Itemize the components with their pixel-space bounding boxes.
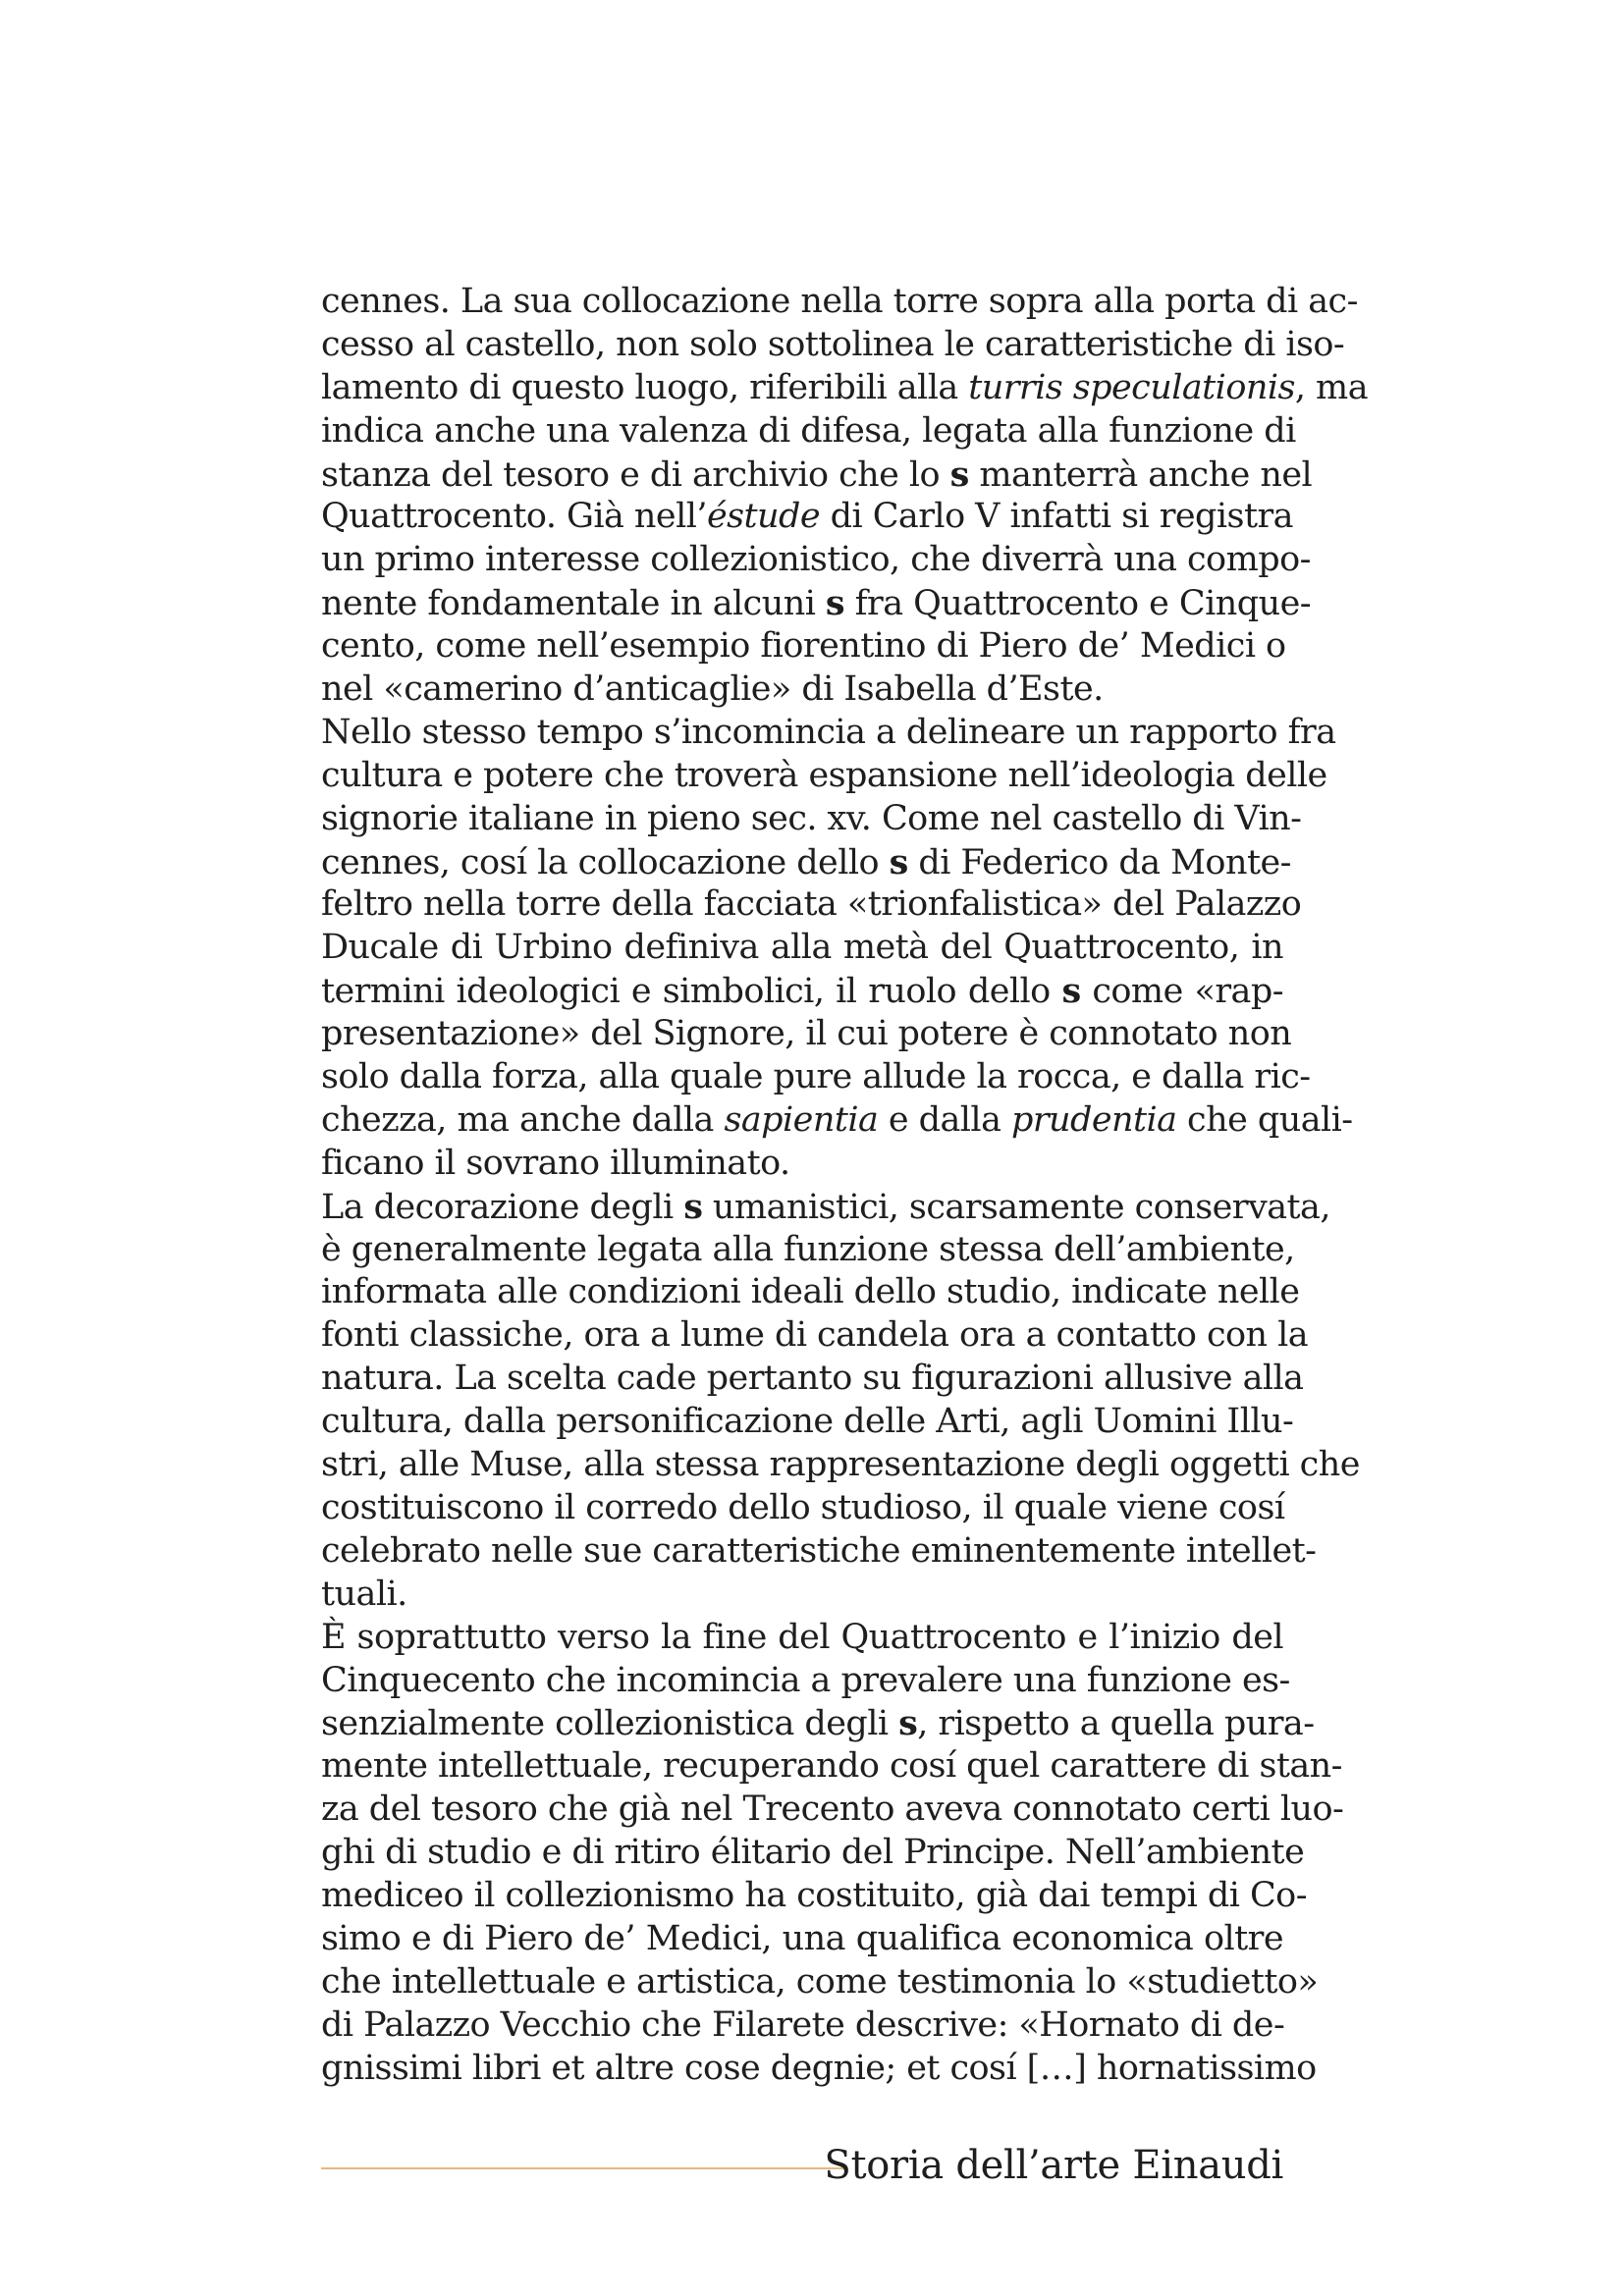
text-line: Nello stesso tempo s’incomincia a delineare un rapporto fra: [321, 712, 1336, 752]
text-line: termini ideologici e simbolici, il ruolo dello s come «rap-: [321, 971, 1283, 1012]
text-line: ghi di studio e di ritiro élitario del Principe. Nell’ambiente: [321, 1833, 1305, 1873]
text-line: costituiscono il corredo dello studioso, il quale viene cosí: [321, 1487, 1285, 1527]
text-line: cento, come nell’esempio fiorentino di Piero de’ Medici o: [321, 626, 1286, 667]
text-line: La decorazione degli s umanistici, scarsamente conservata,: [321, 1186, 1330, 1227]
text-line: cesso al castello, non solo sottolinea le caratteristiche di iso-: [321, 324, 1345, 364]
text-line: informata alle condizioni ideali dello studio, indicate nelle: [321, 1272, 1300, 1312]
text-line: gnissimi libri et altre cose degnie; et cosí […] hornatissimo: [321, 2048, 1317, 2088]
text-line: ficano il sovrano illuminato.: [321, 1143, 790, 1183]
footer-title: Storia dell’arte Einaudi: [824, 2143, 1283, 2188]
text-line: fonti classiche, ora a lume di candela ora a contatto con la: [321, 1315, 1309, 1356]
text-line: Ducale di Urbino definiva alla metà del Quattrocento, in: [321, 928, 1283, 968]
text-line: cennes, cosí la collocazione dello s di Federico da Monte-: [321, 841, 1291, 882]
text-line: Cinquecento che incomincia a prevalere una funzione es-: [321, 1660, 1290, 1700]
text-line: Quattrocento. Già nell’éstude di Carlo V infatti si registra: [321, 497, 1293, 537]
text-line: che intellettuale e artistica, come testimonia lo «studietto»: [321, 1961, 1319, 2002]
text-line: un primo interesse collezionistico, che diverrà una compo-: [321, 540, 1311, 580]
text-line: feltro nella torre della facciata «trionfalistica» del Palazzo: [321, 884, 1302, 925]
text-line: stanza del tesoro e di archivio che lo s manterrà anche nel: [321, 454, 1313, 495]
text-line: cultura, dalla personificazione delle Arti, agli Uomini Illu-: [321, 1402, 1294, 1442]
text-line: indica anche una valenza di difesa, legata alla funzione di: [321, 410, 1296, 451]
text-line: natura. La scelta cade pertanto su figurazioni allusive alla: [321, 1359, 1304, 1399]
text-line: senzialmente collezionistica degli s, rispetto a quella pura-: [321, 1703, 1315, 1744]
text-line: za del tesoro che già nel Trecento aveva connotato certi luo-: [321, 1789, 1344, 1830]
text-line: nente fondamentale in alcuni s fra Quattrocento e Cinque-: [321, 583, 1312, 624]
text-line: solo dalla forza, alla quale pure allude la rocca, e dalla ric-: [321, 1057, 1311, 1097]
text-line: di Palazzo Vecchio che Filarete descrive: «Hornato di de-: [321, 2004, 1285, 2045]
text-line: nel «camerino d’anticaglie» di Isabella d’Este.: [321, 669, 1104, 710]
text-line: celebrato nelle sue caratteristiche eminentemente intellet-: [321, 1530, 1317, 1571]
text-line: signorie italiane in pieno sec. xv. Come nel castello di Vin-: [321, 798, 1302, 838]
text-line: lamento di questo luogo, riferibili alla turris speculationis, ma: [321, 367, 1369, 407]
text-line: stri, alle Muse, alla stessa rappresentazione degli oggetti che: [321, 1445, 1360, 1485]
text-line: è generalmente legata alla funzione stessa dell’ambiente,: [321, 1229, 1295, 1269]
text-line: cennes. La sua collocazione nella torre sopra alla porta di ac-: [321, 282, 1358, 321]
text-line: mente intellettuale, recuperando cosí quel carattere di stan-: [321, 1746, 1342, 1787]
footer-rule: [321, 2167, 844, 2169]
text-line: tuali.: [321, 1574, 407, 1614]
text-line: cultura e potere che troverà espansione nell’ideologia delle: [321, 755, 1327, 795]
text-line: mediceo il collezionismo ha costituito, già dai tempi di Co-: [321, 1875, 1307, 1915]
text-line: simo e di Piero de’ Medici, una qualifica economica oltre: [321, 1918, 1283, 1958]
text-line: chezza, ma anche dalla sapientia e dalla prudentia che quali-: [321, 1099, 1353, 1140]
text-line: presentazione» del Signore, il cui potere è connotato non: [321, 1014, 1292, 1054]
text-line: È soprattutto verso la fine del Quattrocento e l’inizio del: [321, 1617, 1283, 1657]
body-text: [321, 281, 1369, 2090]
